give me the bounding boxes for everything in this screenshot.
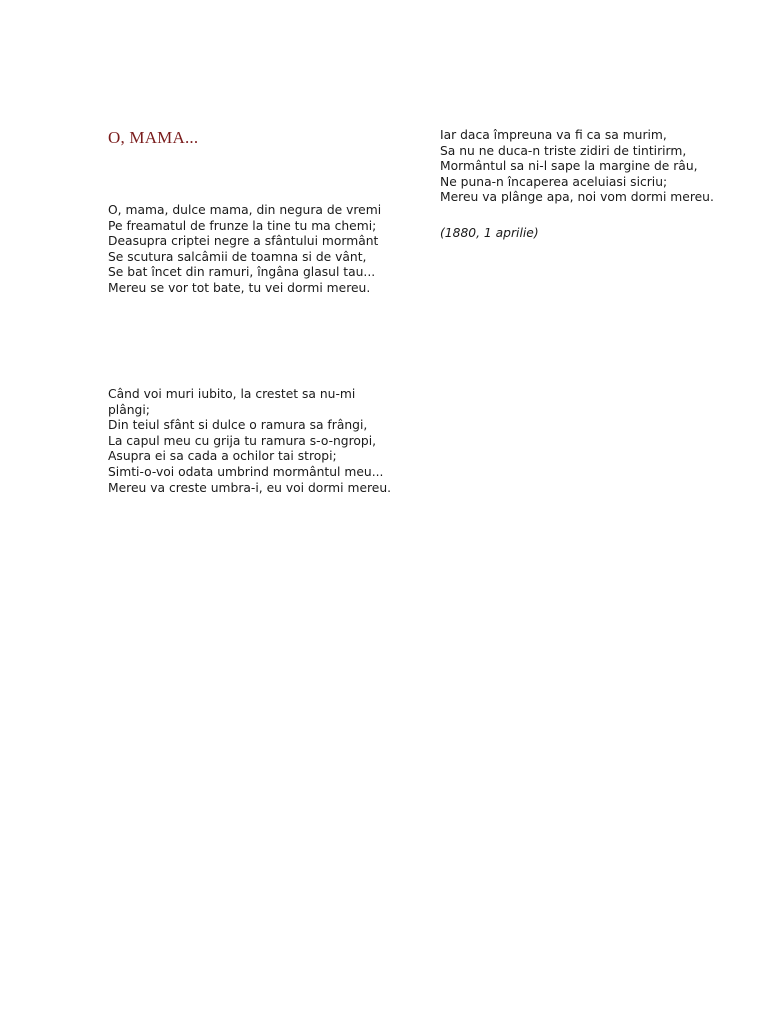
stanza-line: Ne puna-n încaperea aceluiasi sicriu; bbox=[440, 174, 668, 189]
stanza-line: Mormântul sa ni-l sape la margine de râu, bbox=[440, 159, 698, 174]
stanza-line: Sa nu ne duca-n triste zidiri de tintirirm, bbox=[440, 143, 687, 158]
stanza-line: Mereu va creste umbra-i, eu voi dormi mereu. bbox=[108, 480, 392, 495]
stanza-line: Când voi muri iubito, la crestet sa nu-mi bbox=[108, 387, 356, 401]
stanza-line: Pe freamatul de frunze la tine tu ma chemi; bbox=[108, 218, 377, 233]
stanza-line: O, mama, dulce mama, din negura de vremi bbox=[108, 203, 382, 217]
stanza-3 bbox=[440, 128, 714, 206]
stanza-line: Mereu se vor tot bate, tu vei dormi mereu. bbox=[108, 280, 371, 295]
stanza-1 bbox=[108, 203, 381, 297]
stanza-line: plângi; bbox=[108, 402, 150, 417]
poem-date: (1880, 1 aprilie) bbox=[440, 226, 539, 240]
stanza-line: La capul meu cu grija tu ramura s-o-ngropi, bbox=[108, 433, 377, 448]
stanza-line: Asupra ei sa cada a ochilor tai stropi; bbox=[108, 449, 337, 464]
stanza-line: Mereu va plânge apa, noi vom dormi mereu. bbox=[440, 190, 714, 205]
stanza-line: Iar daca împreuna va fi ca sa murim, bbox=[440, 128, 667, 142]
stanza-line: Se scutura salcâmii de toamna si de vânt, bbox=[108, 249, 367, 264]
poem-title: O, MAMA... bbox=[108, 128, 199, 147]
stanza-line: Deasupra criptei negre a sfântului mormânt bbox=[108, 234, 379, 249]
stanza-line: Simti-o-voi odata umbrind mormântul meu... bbox=[108, 464, 384, 479]
stanza-line: Se bat încet din ramuri, îngâna glasul tau... bbox=[108, 265, 376, 280]
stanza-2 bbox=[108, 387, 391, 496]
stanza-line: Din teiul sfânt si dulce o ramura sa frângi, bbox=[108, 418, 368, 433]
